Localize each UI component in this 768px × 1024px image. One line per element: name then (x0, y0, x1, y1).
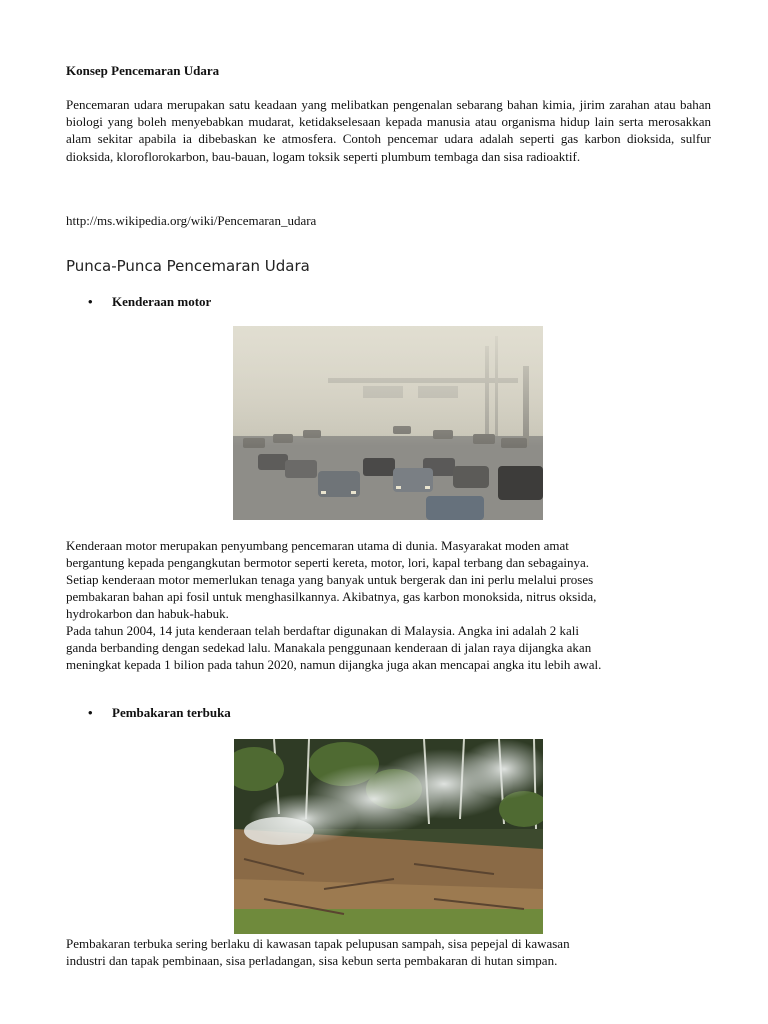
document-title: Konsep Pencemaran Udara (66, 63, 220, 78)
text-line: pembakaran bahan api fosil untuk menghasilkannya. Akibatnya, gas karbon monoksida, nitrus oksida, (66, 589, 597, 604)
text-line: ganda berbanding dengan sedekad lalu. Manakala penggunaan kenderaan di jalan raya dijangka akan (66, 640, 592, 655)
text-line: meningkat kepada 1 bilion pada tahun 2020, namun dijangka juga akan mencapai angka itu lebih awal. (66, 657, 602, 672)
bullet-label: Kenderaan motor (112, 294, 212, 309)
bullet-label: Pembakaran terbuka (112, 705, 231, 720)
text-line: hydrokarbon dan habuk-habuk. (66, 606, 229, 621)
text-line: Setiap kenderaan motor memerlukan tenaga yang banyak untuk bergerak dan ini perlu melalui proses (66, 572, 594, 587)
text-line: bergantung kepada pengangkutan bermotor seperti kereta, motor, lori, kapal terbang dan sebagainya. (66, 555, 590, 570)
text-line: Pada tahun 2004, 14 juta kenderaan telah berdaftar digunakan di Malaysia. Angka ini adalah 2 kali (66, 623, 579, 638)
text-line: Kenderaan motor merupakan penyumbang pencemaran utama di dunia. Masyarakat moden amat (66, 538, 569, 553)
bullet-dot-icon: • (88, 705, 93, 720)
traffic-smog-photo (233, 326, 543, 520)
section-heading: Punca-Punca Pencemaran Udara (66, 257, 310, 275)
open-burning-photo (234, 739, 543, 934)
text-line: industri dan tapak pembinaan, sisa perladangan, sisa kebun serta pembakaran di hutan simpan. (66, 953, 558, 968)
pembakaran-paragraph (66, 935, 716, 969)
bullet-pembakaran-terbuka (88, 705, 231, 721)
kenderaan-paragraph (66, 537, 716, 673)
intro-paragraph: Pencemaran udara merupakan satu keadaan yang melibatkan pengenalan sebarang bahan kimia, jirim zarahan atau bahan biologi yang boleh menyebabkan mudarat, ketidakselesaan kepada manusia atau organisma hidup lain serta merosakkan alam sekitar apabila ia dibebaskan ke atmosfera. Contoh pencemar udara adalah seperti gas karbon dioksida, sulfur dioksida, kloroflorokarbon, bau-bauan, logam toksik seperti plumbum tembaga dan sisa radioaktif. (66, 97, 711, 164)
source-url[interactable]: http://ms.wikipedia.org/wiki/Pencemaran_udara (66, 213, 317, 228)
bullet-dot-icon: • (88, 294, 93, 309)
bullet-kenderaan-motor (88, 294, 211, 310)
text-line: Pembakaran terbuka sering berlaku di kawasan tapak pelupusan sampah, sisa pepejal di kawasan (66, 936, 570, 951)
